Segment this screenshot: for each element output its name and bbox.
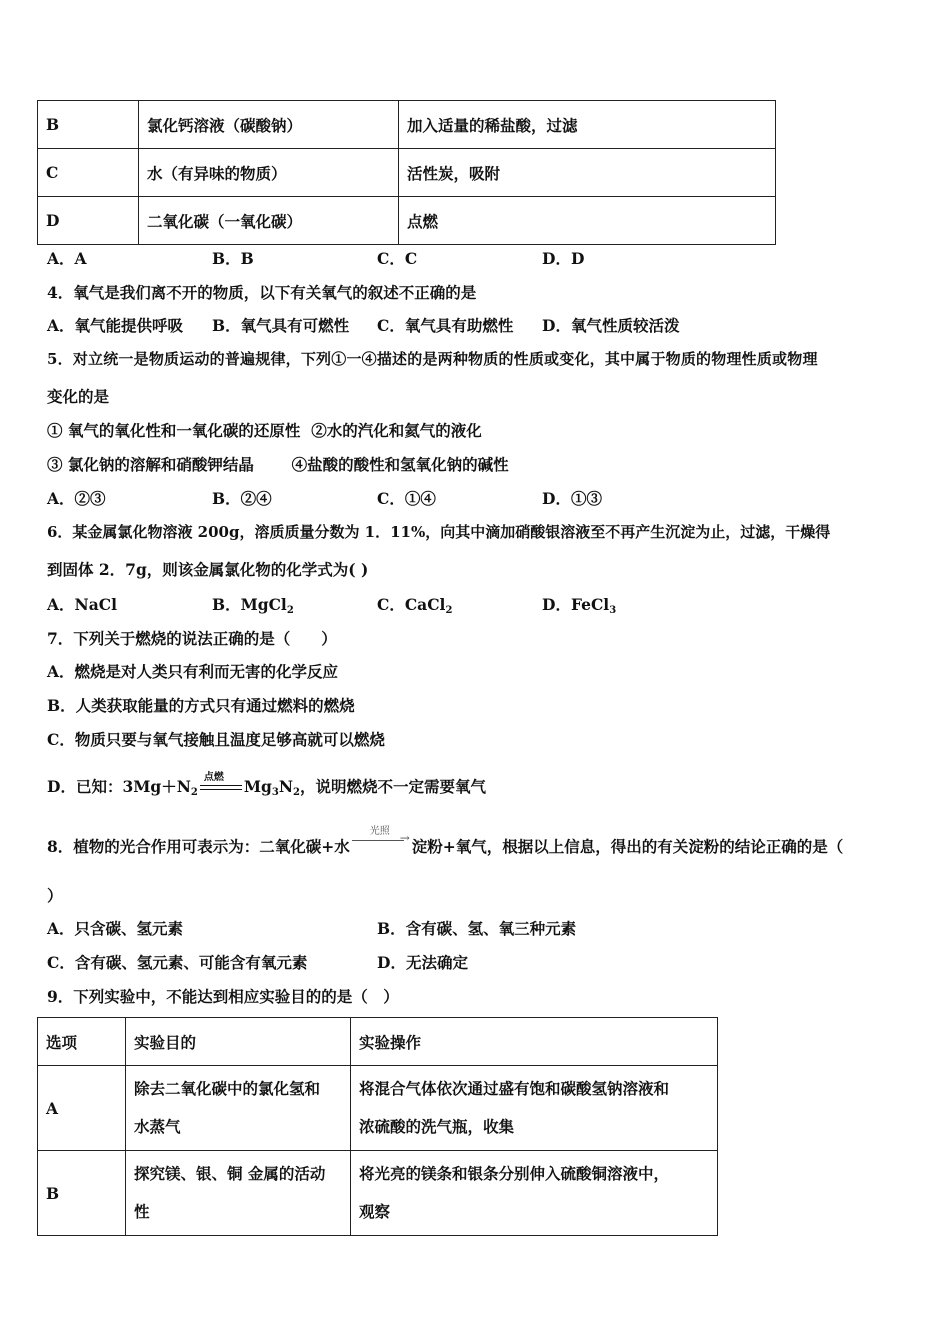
table-cell: 点燃 xyxy=(399,197,776,245)
table-cell: 水（有异味的物质） xyxy=(139,149,399,197)
q7-stem: 7．下列关于燃烧的说法正确的是（ ） xyxy=(47,629,337,648)
table-cell: 氯化钙溶液（碳酸钠） xyxy=(139,101,399,149)
table-cell xyxy=(351,1066,718,1151)
table-cell: 活性炭，吸附 xyxy=(399,149,776,197)
purpose-line: 除去二氧化碳中的氯化氢和 xyxy=(134,1079,321,1098)
q7-option-b: B．人类获取能量的方式只有通过燃料的燃烧 xyxy=(47,696,355,715)
purpose-line: 性 xyxy=(134,1202,150,1221)
table-cell xyxy=(126,1066,351,1151)
subscript: 3 xyxy=(271,787,279,798)
subscript: 2 xyxy=(286,605,294,616)
q6-option-a: A．NaCl xyxy=(47,595,117,614)
options-table xyxy=(37,100,776,245)
q4-option-a: A．氧气能提供呼吸 xyxy=(47,316,184,335)
q9-stem: 9．下列实验中，不能达到相应实验目的的是（ ） xyxy=(47,987,399,1006)
q7-option-d-mid: Mg xyxy=(243,777,272,796)
table-row xyxy=(38,1151,718,1236)
reaction-arrow-icon: 光照 → xyxy=(352,834,410,850)
purpose-line: 探究镁、银、铜 金属的活动 xyxy=(134,1164,326,1183)
q5-option-c: C．①④ xyxy=(377,489,436,508)
q8-stem xyxy=(47,826,844,857)
q4-option-d: D．氧气性质较活泼 xyxy=(542,316,680,335)
table-header: 实验操作 xyxy=(351,1018,718,1066)
operation-line: 浓硫酸的洗气瓶，收集 xyxy=(359,1117,515,1136)
q7-option-d-mid2: N xyxy=(278,777,293,796)
table-cell: D xyxy=(38,197,139,245)
table-row xyxy=(38,197,776,245)
subscript: 2 xyxy=(445,605,453,616)
q5-option-a: A．②③ xyxy=(47,489,106,508)
q5-option-b: B．②④ xyxy=(212,489,272,508)
purpose-line: 水蒸气 xyxy=(134,1117,181,1136)
subscript: 3 xyxy=(609,605,617,616)
q8-stem-prefix: 8．植物的光合作用可表示为：二氧化碳+水 xyxy=(47,837,350,856)
q3-option-a: A．A xyxy=(47,249,87,268)
q8-option-c: C．含有碳、氢元素、可能含有氧元素 xyxy=(47,953,308,972)
condition-label: 点燃 xyxy=(203,772,224,783)
table-row xyxy=(38,101,776,149)
table-header: 选项 xyxy=(38,1018,126,1066)
q5-item-line2: ③ 氯化钠的溶解和硝酸钾结晶 ④盐酸的酸性和氢氧化钠的碱性 xyxy=(47,455,509,474)
q7-option-d xyxy=(47,772,486,798)
q5-stem-line1: 5．对立统一是物质运动的普遍规律，下列①一④描述的是两种物质的性质或变化，其中属于物质的物理性质或物理 xyxy=(47,350,818,368)
arrow-label: 光照 xyxy=(369,826,390,837)
table-cell xyxy=(351,1151,718,1236)
operation-line: 将光亮的镁条和银条分别伸入硫酸铜溶液中， xyxy=(359,1164,670,1183)
q7-option-d-prefix: D．已知：3Mg＋N xyxy=(47,777,191,796)
table-row xyxy=(38,1066,718,1151)
table-cell: 加入适量的稀盐酸，过滤 xyxy=(399,101,776,149)
operation-line: 将混合气体依次通过盛有饱和碳酸氢钠溶液和 xyxy=(359,1079,670,1098)
subscript: 2 xyxy=(190,787,198,798)
q6-option-d xyxy=(542,593,616,616)
q8-stem-close: ） xyxy=(47,886,63,905)
q8-option-a: A．只含碳、氢元素 xyxy=(47,919,184,938)
reaction-condition xyxy=(200,772,242,794)
q7-option-d-suffix: ，说明燃烧不一定需要氧气 xyxy=(299,777,486,796)
q7-option-a: A．燃烧是对人类只有利而无害的化学反应 xyxy=(47,662,339,681)
table-cell: A xyxy=(38,1066,126,1151)
q3-option-d: D．D xyxy=(542,249,585,268)
table-cell: 二氧化碳（一氧化碳） xyxy=(139,197,399,245)
q6-option-b xyxy=(212,593,294,616)
q7-option-c: C．物质只要与氧气接触且温度足够高就可以燃烧 xyxy=(47,730,385,749)
q6-stem-line2: 到固体 2．7g，则该金属氯化物的化学式为( ) xyxy=(47,560,369,579)
operation-line: 观察 xyxy=(359,1202,391,1221)
q5-item-line1: ① 氧气的氧化性和一氧化碳的还原性 ②水的汽化和氦气的液化 xyxy=(47,421,482,440)
q5-stem-line2: 变化的是 xyxy=(47,387,110,406)
table-header: 实验目的 xyxy=(126,1018,351,1066)
q4-stem: 4．氧气是我们离不开的物质，以下有关氧气的叙述不正确的是 xyxy=(47,283,477,302)
subscript: 2 xyxy=(293,787,300,798)
table-cell xyxy=(126,1151,351,1236)
q6-option-d-text: D．FeCl xyxy=(542,595,610,614)
q4-option-c: C．氧气具有助燃性 xyxy=(377,316,514,335)
q6-option-b-text: B．MgCl xyxy=(212,595,287,614)
table-cell: B xyxy=(38,1151,126,1236)
q5-option-d: D．①③ xyxy=(542,489,602,508)
q4-option-b: B．氧气具有可燃性 xyxy=(212,316,350,335)
experiment-table xyxy=(37,1017,718,1236)
q8-stem-suffix: 淀粉+氧气，根据以上信息，得出的有关淀粉的结论正确的是（ xyxy=(411,837,844,856)
q8-option-b: B．含有碳、氢、氧三种元素 xyxy=(377,919,577,938)
table-header-row xyxy=(38,1018,718,1066)
q6-option-c-text: C．CaCl xyxy=(377,595,446,614)
q6-stem-line1: 6．某金属氯化物溶液 200g，溶质质量分数为 1．11%，向其中滴加硝酸银溶液至不再产生沉淀为止，过滤，干燥得 xyxy=(47,523,831,541)
q8-option-d: D．无法确定 xyxy=(377,953,468,972)
table-cell: C xyxy=(38,149,139,197)
table-row xyxy=(38,149,776,197)
q3-option-c: C．C xyxy=(377,249,418,268)
table-cell: B xyxy=(38,101,139,149)
q3-option-b: B．B xyxy=(212,249,254,268)
q6-option-c xyxy=(377,593,452,616)
